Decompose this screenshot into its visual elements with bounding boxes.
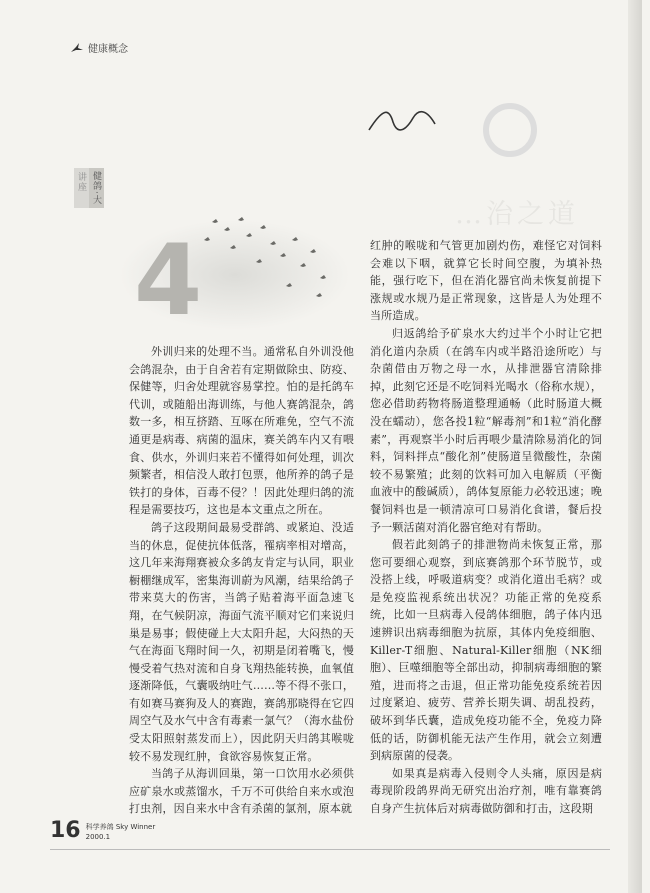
article-title-ghost: …治之道 [455, 199, 579, 230]
paragraph: 假若此刻鸽子的排泄物尚未恢复正常，那您可要细心观察，到底赛鸽那个环节脱节，或没搭上线，呼吸道病变？或消化道出毛病？或是免疫监视系统出状况？功能正常的免疫系统，比如一旦病毒入侵鸽体细胞，鸽子体内迅速辨识出病毒细胞为抗原，其体内免疫细胞、Killer-T细胞、Natural-Killer细胞（NK细胞）、巨噬细胞等全部出动，抑制病毒细胞的繁殖，进而将之击退，但正常功能免疫系统若因过度紧迫、疲劳、营养长期失调、胡乱投药，破坏到华氏囊，造成免疫功能不全，免疫力降低的话，防御机能无法产生作用，就会立刻遭到病原菌的侵袭。 [370, 538, 602, 763]
side-tag [74, 168, 104, 208]
paragraph: 当鸽子从海训回巢，第一口饮用水必须供应矿泉水或蒸馏水，千万不可供给自来水或泡打虫剂，因自来水中含有杀菌的氯剂，原本就 [129, 767, 354, 816]
magazine-name: 科学养鸽 Sky Winner [85, 823, 156, 831]
paragraph: 鸽子这段期间最易受群鸽、或紧迫、没适当的休息，促使抗体低落，罹病率相对增高，这几年来海翔赛被众多鸽友肯定与认同，职业橱棚继成军，密集海训蔚为风潮，结果给鸽子带来莫大的伤害，当鸽子贴着海平面急速飞翔，在气候阴凉，海面气流平顺对它们来说归巢是易事；假使碰上大太阳升起，大闷热的天气在海面飞翔时间一久，初期是闭着嘴飞，慢慢受着气热对流和自身飞翔热能转换，血氧值逐渐降低，气囊吸纳吐气……等不得不张口，有如赛马赛狗及人的赛跑，赛鸽那晓得在它四周空气及水气中含有毒素一氯气？（海水盐份受太阳照射蒸发而上），因此阴天归鸽其喉咙较不易发现红肿，食欲容易恢复正常。 [129, 520, 354, 763]
page-number: 16 [50, 818, 81, 843]
footer-divider [50, 849, 610, 850]
paragraph: 外训归来的处理不当。通常私自外训没他会鸽混杂，由于自舍若有定期做除虫、防疫、保健等，归舍处理就容易掌控。怕的是托鸽车代训，或随船出海训练，与他人赛鸽混杂，鸽数一多，相互挤踏、互啄在所难免，空气不流通更是病毒、病菌的温床，赛关鸽车内又有喂食、供水，外训归来若不懂得如何处理，训次频繁者，相信没人敢打包票，他所养的鸽子是铁打的身体，百毒不侵？！因此处理归鸽的流程是需要技巧，这也是本文重点之所在。 [129, 345, 354, 517]
bird-logo-icon [70, 42, 84, 54]
section-title: 健康概念 [88, 44, 128, 55]
decorative-ring-icon [470, 100, 550, 160]
page-footer [50, 820, 155, 842]
footer-meta [86, 822, 156, 842]
section-header [70, 40, 128, 55]
article-left-column [129, 343, 354, 818]
page-edge [628, 0, 642, 893]
decorative-curve-icon [365, 100, 445, 140]
side-tag-line2: 讲座 [74, 168, 89, 208]
section-number: 4 [134, 224, 203, 338]
side-tag-line1: 健鸽·大 [89, 168, 104, 208]
paragraph: 归返鸽给予矿泉水大约过半个小时让它把消化道内杂质（在鸽车内或半路沿途所吃）与杂菌借由万物之母一水，从排泄器官清除排掉，此刻它还是不吃饲料光喝水（俗称水规），您必借助药物将肠道整理通畅（此时肠道大概没在蠕动），您各投1粒“解毒剂”和1粒“消化酵素”，再观察半小时后再喂少量清除易消化的饲料，饲料拌点“酸化剂”使肠道呈微酸性，杂菌较不易繁殖；此刻的饮料可加入电解质（平衡血液中的酸碱质），鸽体复原能力必较迅速；晚餐饲料也是一顿清凉可口易消化食谱，餐后投予一颗活菌对消化器官绝对有帮助。 [370, 326, 602, 534]
paragraph: 如果真是病毒入侵则令人头痛，原因是病毒现阶段鸽界尚无研究出治疗剂，唯有靠赛鸽自身产生抗体后对病毒做防御和打击，这段期 [370, 766, 602, 815]
article-right-column [370, 237, 602, 818]
issue-date: 2000.1 [85, 833, 111, 841]
paragraph: 红肿的喉咙和气管更加剧灼伤，难怪它对饲料会难以下咽，就算它长时间空腹，为填补热能，强行吃下，但在消化器官尚未恢复前提下涨规或水规乃是正常现象，这皆是人为处理不当所造成。 [370, 239, 602, 323]
